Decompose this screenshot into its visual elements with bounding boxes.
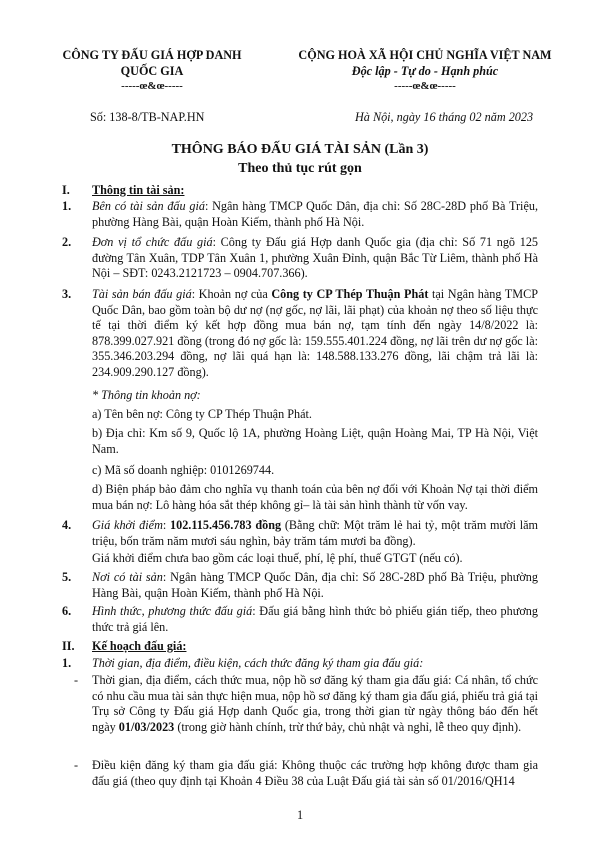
company-name-line2: QUỐC GIA [120, 63, 184, 78]
item-1-number: 1. [62, 199, 72, 213]
page-number: 1 [296, 808, 304, 822]
asset-owner-paragraph [92, 199, 538, 230]
header-ornament-right: -----œ&œ----- [394, 80, 456, 92]
nation-motto: Độc lập - Tự do - Hạnh phúc [351, 63, 499, 78]
debtor-name: Công ty CP Thép Thuận Phát [271, 287, 429, 301]
header-ornament-left: -----œ&œ----- [121, 80, 183, 92]
asset-paragraph [92, 287, 538, 380]
asset-text-a: : Khoản nợ của [191, 287, 272, 301]
registration-deadline: 01/03/2023 [118, 719, 175, 734]
section-2-heading-text: Kế hoạch đấu giá: [92, 639, 187, 653]
debt-info-d: d) Biện pháp bảo đảm cho nghĩa vụ thanh toán của bên nợ đối với Khoản Nợ tại thời điểm mua bán nợ: Lô hàng hóa sắt thép không gỉ– là tài sản hình thành từ vốn vay. [92, 482, 538, 512]
starting-price-paragraph [92, 518, 538, 549]
asset-label: Tài sản bán đấu giá [92, 287, 192, 301]
document-title: THÔNG BÁO ĐẤU GIÁ TÀI SẢN (Lần 3) [171, 142, 429, 157]
registration-time-text-a: Thời gian, địa điểm, cách thức mua, nộp hồ sơ đăng ký tham gia đấu giá: Cá nhân, tổ chức có nhu cầu mua tài sản thực hiện mua, nộp hồ sơ đăng ký tham gia đấu giá, phiếu trả giá tại Trụ sở Công ty Đấu giá Hợp danh Quốc gia, trong thời gian từ ngày thông báo đến hết ngày [92, 673, 538, 734]
debt-info-c: c) Mã số doanh nghiệp: 0101269744. [92, 463, 275, 477]
section-1-heading [92, 183, 184, 199]
item-6-number: 6. [62, 604, 72, 618]
registration-heading: Thời gian, địa điểm, điều kiện, cách thức đăng ký tham gia đấu giá: [92, 656, 424, 670]
bullet-dash-2: - [74, 758, 79, 772]
registration-time-paragraph [92, 673, 538, 735]
starting-price-colon: : [162, 518, 171, 532]
asset-location-text: : Ngân hàng TMCP Quốc Dân, địa chỉ: Số 28C-28D phố Bà Triệu, phường Hàng Bài, quận Hoàn Kiếm, thành phố Hà Nội. [92, 570, 538, 600]
item-3-number: 3. [62, 287, 72, 301]
auction-method-text: : Đấu giá bằng hình thức bỏ phiếu gián tiếp, theo phương thức trả giá lên. [92, 604, 538, 634]
section-2-number: II. [62, 639, 75, 653]
organizer-label: Đơn vị tổ chức đấu giá [92, 235, 213, 249]
national-motto [270, 48, 580, 95]
debt-info-b: b) Địa chỉ: Km số 9, Quốc lộ 1A, phường Hoàng Liệt, quận Hoàng Mai, TP Hà Nội, Việt Nam. [92, 426, 538, 456]
company-name-line1: CÔNG TY ĐẤU GIÁ HỢP DANH [62, 48, 242, 62]
item-4-number: 4. [62, 518, 72, 532]
nation-title: CỘNG HOÀ XÃ HỘI CHỦ NGHĨA VIỆT NAM [298, 48, 552, 62]
document-subtitle: Theo thủ tục rút gọn [238, 161, 362, 176]
organizer-text: : Công ty Đấu giá Hợp danh Quốc gia (địa chỉ: Số 71 ngõ 125 đường Tân Xuân, TDP Tân Xuân 1, phường Xuân Đỉnh, quận Bắc Từ Liêm, thành phố Hà Nội – SĐT: 0243.2121723 – 0904.707.366). [92, 235, 539, 280]
starting-price-amount: 102.115.456.783 đồng [170, 518, 282, 532]
registration-time-text-b: (trong giờ hành chính, trừ thứ bảy, chủ nhật và nghỉ, lễ theo quy định). [174, 719, 522, 734]
asset-location-label: Nơi có tài sản [92, 570, 163, 584]
starting-price-text: (Bằng chữ: Một trăm lẻ hai tỷ, một trăm mười lăm triệu, bốn trăm năm mươi sáu nghìn, bảy trăm tám mươi ba đồng). [92, 518, 538, 548]
section-1-heading-text: Thông tin tài sản: [92, 183, 185, 197]
auction-method-label: Hình thức, phương thức đấu giá [92, 604, 253, 618]
item-2-number: 2. [62, 235, 72, 249]
debt-info-heading: * Thông tin khoản nợ: [92, 388, 201, 402]
asset-text-b: tại Ngân hàng TMCP Quốc Dân, bao gồm toàn bộ dư nợ (nợ gốc, nợ lãi, lãi phạt) của khoản nợ theo số liệu thực tế tại thời điểm ký kết hợp đồng mua bán nợ, tạm tính đến ngày 14/8/2022 là: 878.399.027.921 đồng (trong đó nợ gốc là: 159.555.401.224 đồng, nợ lãi trên dư nợ gốc là: 355.346.203.294 đồng, nợ lãi quá hạn là: 148.588.133.276 đồng, lãi chậm trả lãi là: 234.909.290.127 đồng). [92, 287, 538, 379]
asset-owner-label: Bên có tài sản đấu giá [92, 199, 205, 213]
starting-price-note: Giá khởi điểm chưa bao gồm các loại thuế, phí, lệ phí, thuế GTGT (nếu có). [92, 551, 463, 565]
company-name [52, 48, 252, 95]
asset-location-paragraph [92, 570, 538, 601]
debt-info-a: a) Tên bên nợ: Công ty CP Thép Thuận Phát. [92, 407, 312, 421]
plan-item-1-number: 1. [62, 656, 72, 670]
auction-method-paragraph [92, 604, 538, 635]
organizer-paragraph [92, 235, 538, 282]
section-2-heading [92, 639, 186, 655]
document-date: Hà Nội, ngày 16 tháng 02 năm 2023 [355, 110, 534, 124]
bullet-dash-1: - [74, 673, 79, 687]
document-number: Số: 138-8/TB-NAP.HN [90, 110, 205, 124]
starting-price-label: Giá khởi điểm [92, 518, 163, 532]
section-1-number: I. [62, 183, 70, 197]
item-5-number: 5. [62, 570, 72, 584]
asset-owner-text: : Ngân hàng TMCP Quốc Dân, địa chỉ: Số 28C-28D phố Bà Triệu, phường Hàng Bài, quận Hoàn Kiếm, thành phố Hà Nội. [92, 199, 538, 229]
registration-condition-paragraph: Điều kiện đăng ký tham gia đấu giá: Không thuộc các trường hợp không được tham gia đấu giá (theo quy định tại Khoản 4 Điều 38 của Luật Đấu giá tài sản số 01/2016/QH14 [92, 758, 538, 788]
